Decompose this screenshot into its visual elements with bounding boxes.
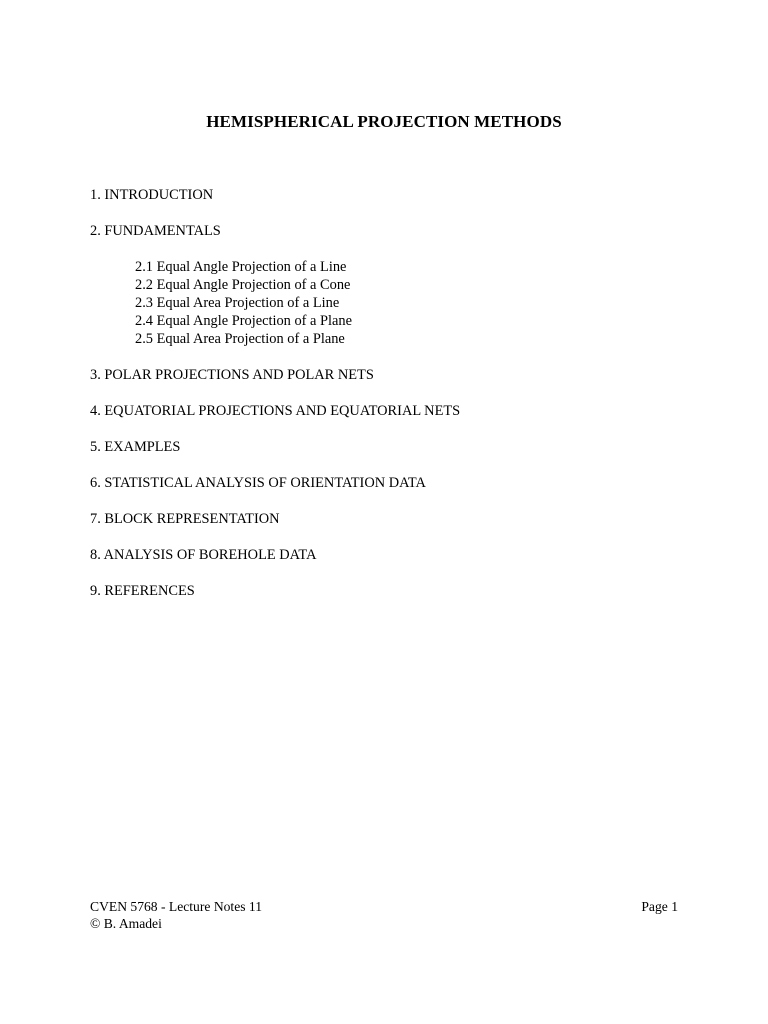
footer-left	[90, 899, 262, 932]
toc-subitem-2-3[interactable]: 2.3 Equal Area Projection of a Line	[135, 295, 340, 311]
toc-subitem-2-2[interactable]: 2.2 Equal Angle Projection of a Cone	[135, 277, 351, 293]
toc-spacer	[90, 420, 460, 438]
toc-spacer	[90, 240, 460, 258]
toc-item-block-representation[interactable]: 7. BLOCK REPRESENTATION	[90, 511, 280, 527]
page-number: Page 1	[641, 899, 678, 914]
toc-item-borehole-data[interactable]: 8. ANALYSIS OF BOREHOLE DATA	[90, 547, 317, 563]
toc-subitem-2-4[interactable]: 2.4 Equal Angle Projection of a Plane	[135, 313, 353, 329]
toc-spacer	[90, 564, 460, 582]
toc-item-introduction[interactable]: 1. INTRODUCTION	[90, 187, 214, 203]
toc-subitem-2-1[interactable]: 2.1 Equal Angle Projection of a Line	[135, 259, 347, 275]
toc-spacer	[90, 384, 460, 402]
toc-item-examples[interactable]: 5. EXAMPLES	[90, 439, 181, 455]
footer-copyright: © B. Amadei	[90, 915, 162, 931]
toc-spacer	[90, 348, 460, 366]
toc-spacer	[90, 492, 460, 510]
toc-item-references[interactable]: 9. REFERENCES	[90, 583, 195, 599]
toc-item-fundamentals[interactable]: 2. FUNDAMENTALS	[90, 223, 221, 239]
toc-spacer	[90, 204, 460, 222]
footer-course-label: CVEN 5768 - Lecture Notes 11	[90, 899, 263, 914]
toc-item-statistical-analysis[interactable]: 6. STATISTICAL ANALYSIS OF ORIENTATION DATA	[90, 475, 426, 491]
toc-item-equatorial-projections[interactable]: 4. EQUATORIAL PROJECTIONS AND EQUATORIAL NETS	[90, 403, 461, 419]
fundamentals-subsection-list	[90, 258, 460, 348]
page-title: HEMISPHERICAL PROJECTION METHODS	[206, 112, 562, 131]
toc-item-polar-projections[interactable]: 3. POLAR PROJECTIONS AND POLAR NETS	[90, 367, 374, 383]
toc-spacer	[90, 528, 460, 546]
toc-subitem-2-5[interactable]: 2.5 Equal Area Projection of a Plane	[135, 331, 345, 347]
table-of-contents	[90, 186, 460, 600]
toc-spacer	[90, 456, 460, 474]
